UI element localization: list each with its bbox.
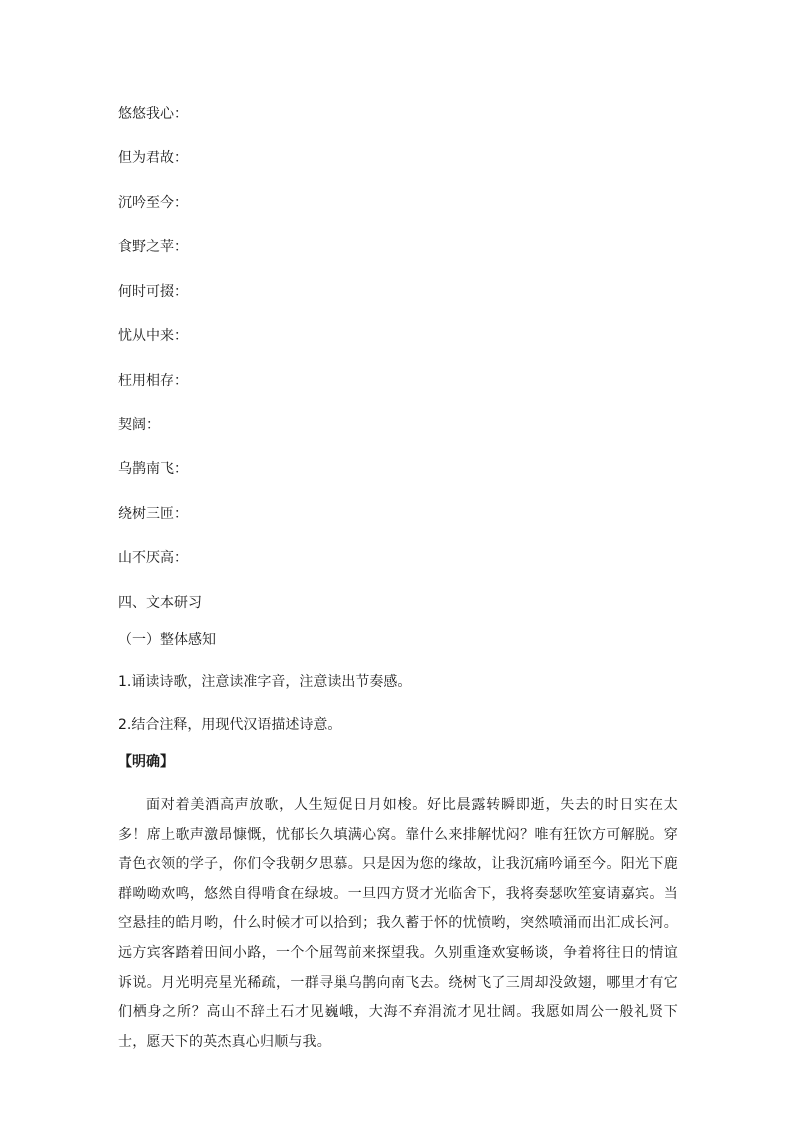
vocab-item: 枉用相存： bbox=[118, 373, 188, 389]
vocab-item: 但为君故： bbox=[118, 150, 188, 166]
vocab-item: 沉吟至今： bbox=[118, 195, 188, 211]
answer-paragraph: 面对着美酒高声放歌，人生短促日月如梭。好比晨露转瞬即逝，失去的时日实在太多！席上歌声激昂慷慨，忧郁长久填满心窝。靠什么来排解忧闷？唯有狂饮方可解脱。穿青色衣领的学子，你们令我朝夕思慕。只是因为您的缘故，让我沉痛吟诵至今。阳光下鹿群呦呦欢鸣，悠然自得啃食在绿坡。一旦四方贤才光临舍下，我将奏瑟吹笙宴请嘉宾。当空悬挂的皓月哟，什么时候才可以拾到；我久蓄于怀的忧愤哟，突然喷涌而出汇成长河。远方宾客踏着田间小路，一个个屈驾前来探望我。久别重逢欢宴畅谈，争着将往日的情谊诉说。月光明亮星光稀疏，一群寻巢乌鹊向南飞去。绕树飞了三周却没敛翅，哪里才有它们栖身之所？高山不辞土石才见巍峨，大海不弃涓流才见壮阔。我愿如周公一般礼贤下士，愿天下的英杰真心归顺与我。 bbox=[118, 797, 678, 1050]
vocab-item: 悠悠我心： bbox=[118, 106, 188, 122]
subsection-heading: （一）整体感知 bbox=[118, 632, 216, 648]
vocab-item: 乌鹊南飞： bbox=[118, 461, 188, 477]
vocab-item: 契阔： bbox=[118, 417, 160, 433]
vocab-item: 食野之苹： bbox=[118, 239, 188, 255]
task-item: 1.诵读诗歌，注意读准字音，注意读出节奏感。 bbox=[118, 674, 412, 690]
vocab-item: 何时可掇： bbox=[118, 284, 188, 300]
task-item: 2.结合注释，用现代汉语描述诗意。 bbox=[118, 717, 342, 733]
vocab-item: 忧从中来： bbox=[118, 328, 188, 344]
vocab-item: 绕树三匝： bbox=[118, 506, 188, 522]
section-heading: 四、文本研习 bbox=[118, 595, 202, 611]
answer-label: 【明确】 bbox=[118, 754, 174, 770]
vocab-item: 山不厌高： bbox=[118, 550, 188, 566]
